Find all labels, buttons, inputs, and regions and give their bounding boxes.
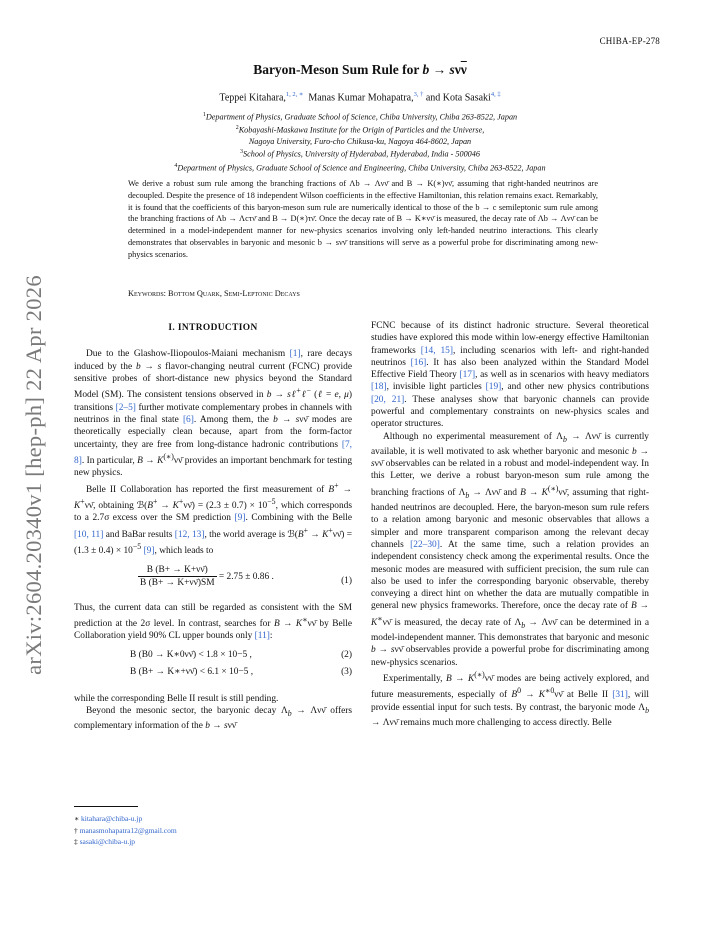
citation-link[interactable]: [18]	[371, 382, 387, 393]
paragraph: Although no experimental measurement of $\Lambda_b$ → Λνν̄ is currently available, it is well motivated to ask whether baryonic and mesonic b → sνν̄ observables can be related in a robust and model-independent way. In this Letter, we derive a robust baryon-meson sum rule among the branching fractions of $\Lambda_b$ → Λνν̄ and B → K(∗)νν̄, assuming that right-handed neutrinos are decoupled. Here, the baryon-meson sum rule refers to a relation among baryonic and mesonic observables that allows a simpler and more transparent comparison among the relevant decay channels [22–30]. At the same time, such a relation provides an independent consistency check among the experimental results. Once the mesonic modes are measured with sufficient precision, the sum rule can also be used to infer the corresponding baryonic observable, thereby conveying a direct hint on whether the data are mutually compatible in general new physics frameworks. Therefore, once the decay rate of B → K∗νν̄ is measured, the decay rate of $\Lambda_b$ → Λνν̄ can be determined in a model-independent manner. This demonstrates that baryonic and mesonic b → sνν̄ observables provide a powerful probe for discriminating among new-physics scenarios.	[371, 431, 650, 668]
email-link[interactable]: sasaki@chiba-u.jp	[79, 837, 136, 847]
citation-link[interactable]: [16]	[410, 357, 427, 368]
affiliation-line: $^4$Department of Physics, Graduate School of Science and Engineering, Chiba University, Chiba 263-8522, Japan	[174, 162, 546, 173]
abstract: We derive a robust sum rule among the branching fractions of Λb → Λνν̄ and B → K(∗)νν̄, assuming that right-handed neutrinos are decoupled. Despite the presence of 18 independent Wilson coefficients in the effective Hamiltonian, this relation remains exact. Remarkably, it is found that the coefficients of this baryon-meson sum rule are numerically identical to those of the b → c semileptonic sum rule among the branching fractions of Λb → Λcτν̄ and B → D(∗)τν̄. Once the decay rate of B → K∗νν̄ is measured, the decay rate of Λb → Λνν̄ can be determined in a model-independent manner for new-physics scenarios involving only left-handed neutrino interactions. This clearly demonstrates that observables in baryonic and mesonic b → sνν̄ transitions will serve as a powerful probe for discriminating among new-physics scenarios.	[128, 179, 598, 259]
citation-link[interactable]: [31]	[612, 690, 628, 701]
preprint-number: CHIBA-EP-278	[599, 36, 660, 46]
author-affil-mark[interactable]: 3, †	[413, 91, 424, 98]
paper-title: Baryon-Meson Sum Rule for $b \to s\nu\overline{\nu}$	[253, 62, 467, 77]
paragraph: FCNC because of its distinct hadronic structure. Several theoretical studies have explored this mode within low-energy effective Hamiltonian frameworks [14, 15], including scenarios with left- and right-handed neutrinos [16]. It has also been analyzed within the Standard Model Effective Field Theory [17], as well as in scenarios with heavy mediators [18], invisible light particles [19], and other new physics contributions [20, 21]. These analyses show that baryonic channels can provide powerful and complementary constraints on new-physics scales and operator structures.	[371, 321, 649, 430]
footnote: ∗ kitahara@chiba-u.jp	[74, 814, 143, 823]
author-name: Kota Sasaki	[442, 92, 491, 104]
citation-link[interactable]: [12, 13]	[174, 529, 205, 540]
citation-link[interactable]: [2–5]	[115, 402, 136, 413]
citation-link[interactable]: [17]	[459, 370, 476, 381]
footnotes	[74, 813, 177, 848]
citation-link[interactable]: [9]	[234, 513, 246, 524]
paragraph: Belle II Collaboration has reported the first measurement of B+ → K+νν̄, obtaining ℬ(B+ → K+νν̄) = $(2.3 \pm 0.7) \times 10^{-5}$, which corresponds to a 2.7σ excess over the SM prediction [9]. Combining with the Belle [10, 11] and BaBar results [12, 13], the world average is ℬ(B+ → K+νν̄) = $(1.3 \pm 0.4) \times 10^{-5}$ [9], which leads to	[74, 480, 353, 557]
section-heading: I. INTRODUCTION	[168, 323, 258, 333]
author-list	[0, 90, 720, 103]
affiliation-line: $^1$Department of Physics, Graduate School of Science, Chiba University, Chiba 263-8522, Japan	[202, 112, 518, 122]
equation-number: (1)	[341, 575, 352, 586]
citation-link[interactable]: [11]	[254, 631, 270, 642]
citation-link[interactable]: [7, 8]	[74, 439, 352, 466]
author-affil-mark[interactable]: 4, ‡	[490, 91, 501, 98]
arxiv-sidebar-stamp: arXiv:2604.20340v1 [hep-ph] 22 Apr 2026	[21, 275, 46, 675]
equation-1: $\frac{B (B+ \to K+\nu\nū)}{B (B+ \to K+\nu\nū)SM}$ = 2.75 ± 0.86 . (1)	[140, 564, 352, 588]
author-conjunction: and	[425, 92, 441, 104]
paragraph: Thus, the current data can still be regarded as consistent with the SM prediction at the 2σ level. In contrast, searches for B → K∗νν̄ by Belle Collaboration yield 90% CL upper bounds only [11]:	[74, 602, 353, 642]
affiliation-line: Nagoya University, Furo-cho Chikusa-ku, Nagoya 464-8602, Japan	[248, 136, 472, 146]
left-column	[74, 322, 352, 732]
keywords: Keywords: Bottom Quark, Semi-Leptonic Decays	[128, 289, 300, 298]
footnote: † manasmohapatra12@gmail.com	[74, 825, 177, 835]
citation-link[interactable]: [9]	[143, 546, 155, 557]
footnote-rule	[74, 806, 138, 807]
affiliation-line: $^2$Kobayashi-Maskawa Institute for the Origin of Particles and the Universe,	[235, 125, 485, 136]
citation-link[interactable]: [22–30]	[410, 539, 440, 550]
citation-link[interactable]: [14, 15]	[420, 345, 453, 356]
citation-link[interactable]: [20, 21]	[371, 394, 405, 405]
email-link[interactable]: manasmohapatra12@gmail.com	[79, 825, 177, 835]
affiliations	[40, 110, 680, 174]
citation-link[interactable]: [19]	[485, 382, 502, 393]
footnote: ‡ sasaki@chiba-u.jp	[74, 837, 136, 847]
citation-link[interactable]: [6]	[182, 414, 194, 425]
right-column	[371, 320, 649, 729]
equation-3: B (B+ → K∗+νν̄) < 6.1 × 10−5 , (3)	[130, 666, 352, 677]
paragraph: Due to the Glashow-Iliopoulos-Maiani mechanism [1], rare decays induced by the b → s flavor-changing neutral current (FCNC) provide sensitive probes of short-distance new physics beyond the Standard Model (SM). The consistent tensions observed in b → sℓ+ℓ− (ℓ = e, μ) transitions [2–5] further motivate complementary probes in channels with neutrinos in the final state [6]. Among them, the b → sνν̄ modes are theoretically especially clean because, apart from the form-factor uncertainty, they are free from long-distance hadronic contributions [7, 8]. In particular, B → K(∗)νν̄ provides an important benchmark for testing new physics.	[74, 349, 353, 479]
affiliation-line: $^3$School of Physics, University of Hyderabad, Hyderabad, India - 500046	[240, 149, 480, 159]
paragraph: Beyond the mesonic sector, the baryonic decay $\Lambda_b$ → Λνν̄ offers complementary information of the b → sνν̄	[74, 705, 352, 731]
author-name: Teppei Kitahara,	[219, 92, 286, 104]
paragraph: Experimentally, B → K(∗)νν̄ modes are being actively explored, and future measurements, especially of $B^0$ → $K^{∗0}\nu\nū$ at Belle II [31], will provide essential input for such tests. By contrast, the baryonic mode $\Lambda_b$ → Λνν̄ remains much more challenging to access directly. Belle	[371, 669, 650, 728]
citation-link[interactable]: [1]	[289, 349, 301, 360]
equation-2: B (B0 → K∗0νν̄) < 1.8 × 10−5 , (2)	[130, 649, 352, 660]
paragraph: while the corresponding Belle II result is still pending.	[74, 693, 279, 704]
citation-link[interactable]: [10, 11]	[74, 529, 104, 540]
author-name: Manas Kumar Mohapatra,	[308, 92, 414, 104]
author-affil-mark[interactable]: 1, 2, ∗	[285, 91, 304, 98]
email-link[interactable]: kitahara@chiba-u.jp	[80, 814, 143, 823]
